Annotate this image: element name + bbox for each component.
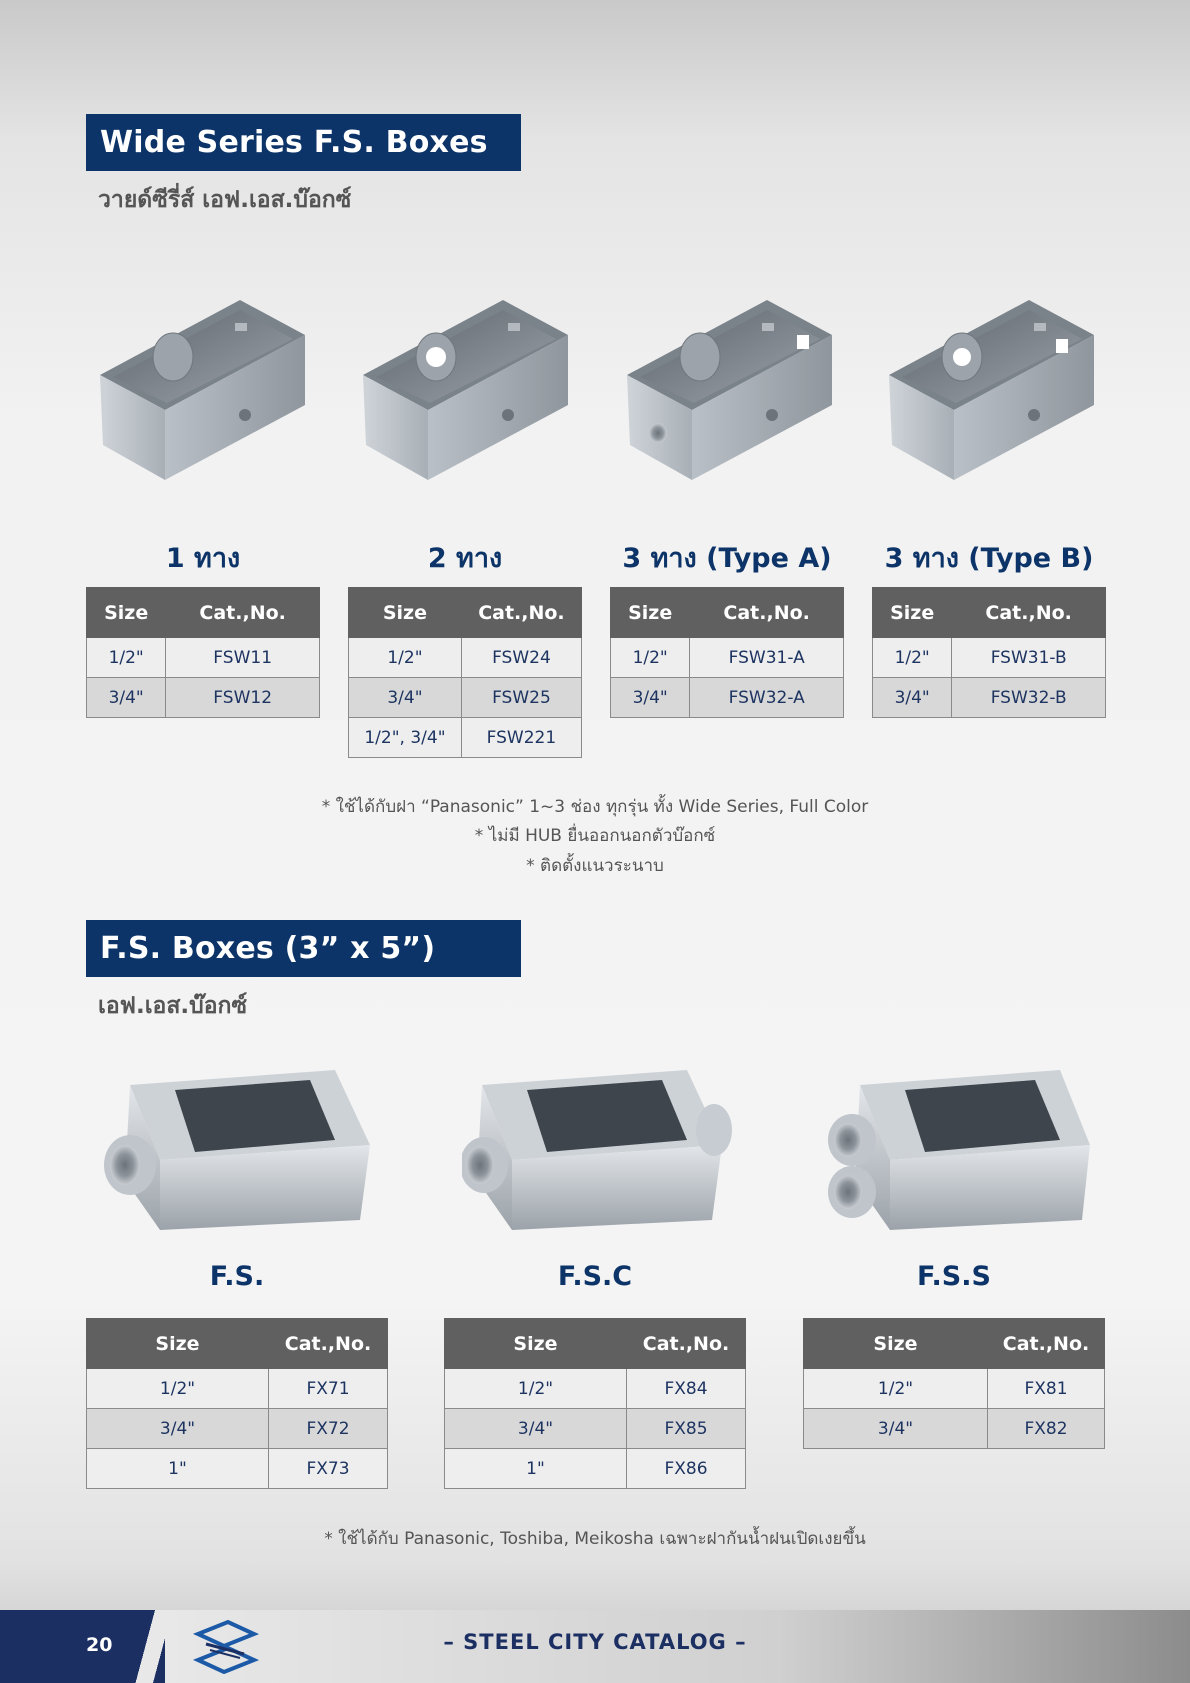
table-row [349, 718, 582, 758]
column-header-cat-no: Cat.,No. [269, 1319, 388, 1369]
size-cell: 3/4" [349, 678, 462, 718]
spec-table-1-way [86, 587, 320, 718]
table-row [87, 1369, 388, 1409]
size-cell: 3/4" [611, 678, 690, 718]
cat-no-cell: FX73 [269, 1449, 388, 1489]
size-cell: 3/4" [873, 678, 952, 718]
size-cell: 3/4" [804, 1409, 988, 1449]
table-row [87, 638, 320, 678]
size-cell: 1" [445, 1449, 627, 1489]
section-subtitle-fs-boxes: เอฟ.เอส.บ๊อกซ์ [98, 993, 248, 1019]
size-cell: 3/4" [87, 678, 166, 718]
cat-no-cell: FX82 [988, 1409, 1105, 1449]
table-row [87, 678, 320, 718]
column-header-size: Size [804, 1319, 988, 1369]
table-row [804, 1369, 1105, 1409]
table-row [804, 1409, 1105, 1449]
size-cell: 3/4" [445, 1409, 627, 1449]
product-title-fsc: F.S.C [557, 1261, 633, 1292]
table-row [611, 638, 844, 678]
column-header-size: Size [445, 1319, 627, 1369]
section-subtitle-wide-series: วายด์ซีรี่ส์ เอฟ.เอส.บ๊อกซ์ [98, 187, 352, 213]
size-cell: 3/4" [87, 1409, 269, 1449]
cat-no-cell: FSW11 [166, 638, 320, 678]
table-row [87, 1409, 388, 1449]
size-cell: 1" [87, 1449, 269, 1489]
product-image-fsw-3-way-type-b [884, 295, 1099, 485]
spec-table-3-way-type-b [872, 587, 1106, 718]
table-row [445, 1449, 746, 1489]
column-header-size: Size [873, 588, 952, 638]
table-row [873, 638, 1106, 678]
spec-table-fs [86, 1318, 388, 1489]
column-header-cat-no: Cat.,No. [627, 1319, 746, 1369]
column-header-size: Size [349, 588, 462, 638]
cat-no-cell: FX81 [988, 1369, 1105, 1409]
cat-no-cell: FSW32-B [952, 678, 1106, 718]
product-title-fs: F.S. [209, 1261, 265, 1292]
table-row [873, 678, 1106, 718]
product-image-fsw-1-way [95, 295, 310, 485]
table-row [611, 678, 844, 718]
cat-no-cell: FSW31-A [690, 638, 844, 678]
cat-no-cell: FX71 [269, 1369, 388, 1409]
product-image-fs [100, 1060, 375, 1235]
cat-no-cell: FSW12 [166, 678, 320, 718]
catalog-footer-label: – STEEL CITY CATALOG – [443, 1630, 747, 1654]
cat-no-cell: FSW31-B [952, 638, 1106, 678]
section-title-fs-boxes: F.S. Boxes (3” x 5”) [86, 920, 521, 977]
column-header-cat-no: Cat.,No. [988, 1319, 1105, 1369]
product-image-fsw-2-way [358, 295, 573, 485]
size-cell: 1/2" [87, 638, 166, 678]
spec-table-2-way [348, 587, 582, 758]
product-title-2-way: 2 ทาง [427, 543, 503, 574]
note-no-hub: * ไม่มี HUB ยื่นออกนอกตัวบ๊อกซ์ [474, 826, 716, 846]
table-row [445, 1409, 746, 1449]
product-title-fss: F.S.S [917, 1261, 991, 1292]
size-cell: 1/2" [445, 1369, 627, 1409]
note-flat-install: * ติดตั้งแนวระนาบ [526, 856, 664, 876]
column-header-cat-no: Cat.,No. [461, 588, 581, 638]
cat-no-cell: FX86 [627, 1449, 746, 1489]
size-cell: 1/2" [611, 638, 690, 678]
column-header-size: Size [87, 1319, 269, 1369]
product-title-1-way: 1 ทาง [165, 543, 241, 574]
table-row [87, 1449, 388, 1489]
spec-table-fss [803, 1318, 1105, 1449]
product-title-3-way-type-a: 3 ทาง (Type A) [622, 543, 832, 574]
note-panasonic-compat: * ใช้ได้กับฝา “Panasonic” 1~3 ช่อง ทุกรุ่น ทั้ง Wide Series, Full Color [321, 797, 869, 817]
cat-no-cell: FX84 [627, 1369, 746, 1409]
size-cell: 1/2", 3/4" [349, 718, 462, 758]
product-image-fss [820, 1060, 1095, 1235]
size-cell: 1/2" [804, 1369, 988, 1409]
cat-no-cell: FSW24 [461, 638, 581, 678]
section-title-wide-series: Wide Series F.S. Boxes [86, 114, 521, 171]
cat-no-cell: FSW221 [461, 718, 581, 758]
column-header-cat-no: Cat.,No. [690, 588, 844, 638]
size-cell: 1/2" [873, 638, 952, 678]
product-image-fsw-3-way-type-a [622, 295, 837, 485]
size-cell: 1/2" [349, 638, 462, 678]
cat-no-cell: FX85 [627, 1409, 746, 1449]
spec-table-3-way-type-a [610, 587, 844, 718]
column-header-size: Size [87, 588, 166, 638]
column-header-size: Size [611, 588, 690, 638]
column-header-cat-no: Cat.,No. [166, 588, 320, 638]
product-image-fsc [462, 1060, 737, 1235]
table-row [349, 678, 582, 718]
spec-table-fsc [444, 1318, 746, 1489]
cat-no-cell: FSW25 [461, 678, 581, 718]
cat-no-cell: FSW32-A [690, 678, 844, 718]
cat-no-cell: FX72 [269, 1409, 388, 1449]
note-rainproof-cover-compat: * ใช้ได้กับ Panasonic, Toshiba, Meikosha เฉพาะฝากันน้ำฝนเปิดเงยขึ้น [324, 1529, 866, 1549]
page-number: 20 [86, 1634, 113, 1656]
size-cell: 1/2" [87, 1369, 269, 1409]
table-row [349, 638, 582, 678]
page-footer [0, 1610, 1190, 1683]
column-header-cat-no: Cat.,No. [952, 588, 1106, 638]
table-row [445, 1369, 746, 1409]
product-title-3-way-type-b: 3 ทาง (Type B) [884, 543, 1094, 574]
